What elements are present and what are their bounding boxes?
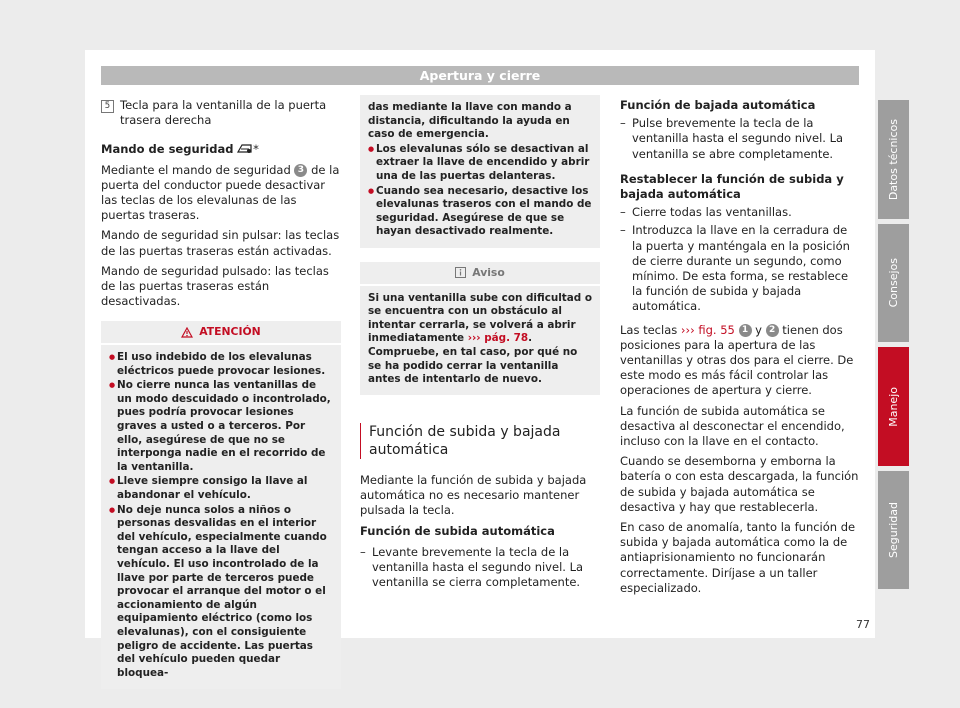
column-middle (360, 98, 600, 593)
warning-item: ● Cuando sea necesario, desactive los elevalunas traseros con el mando de seguridad. Asegúrese de que se hayan desactivado realmente. (368, 185, 592, 239)
warning-triangle-icon (181, 327, 193, 338)
legend-number: 5 (101, 100, 114, 113)
mando-title: Mando de seguridad (101, 142, 234, 157)
tab-datos-tecnicos[interactable] (878, 100, 909, 219)
mando-paragraph-1 (101, 163, 341, 224)
tab-consejos[interactable] (878, 224, 909, 342)
legend-text: Tecla para la ventanilla de la puerta trasera derecha (120, 98, 327, 128)
warning-item: ● Los elevalunas sólo se desactivan al extraer la llave de encendido y abrir una de las puertas delanteras. (368, 143, 592, 184)
ref-number-3: 3 (294, 164, 307, 177)
warning-box (101, 321, 341, 689)
mando-heading (101, 142, 341, 157)
warning-header (101, 321, 341, 345)
restablecer-step: – Introduzca la llave en la cerradura de la puerta y manténgala en la posición de cierre durante un segundo, como mínimo. De esta forma, se restablece la función de subida y bajada automática. (620, 223, 860, 314)
window-lock-icon (237, 143, 253, 154)
warning-item: ● No deje nunca solos a niños o personas desvalidas en el interior del vehículo, especialmente cuando tengan acceso a la llave del vehículo. El uso incontrolado de la llave por parte de terceros puede provocar el arranque del motor o el accionamiento de algún equipamiento eléctrico (como los elevalunas), con el consiguiente peligro de accidente. Las puertas del vehículo pueden quedar bloquea- (109, 504, 333, 681)
mando-paragraph-2: Mando de seguridad sin pulsar: las teclas de las puertas traseras están activadas. (101, 228, 340, 258)
warning-item: ● El uso indebido de los elevalunas eléctricos puede provocar lesiones. (109, 351, 333, 378)
note-text-b: . Compruebe, en tal caso, por qué no se ha podido cerrar la ventanilla antes de intentarlo de nuevo. (368, 332, 578, 386)
optional-equipment-star: * (253, 142, 259, 157)
note-text-a: Si una ventanilla sube con dificultad o se encuentra con un obstáculo al intentar cerrarla, se volverá a abrir inmediatamente (368, 291, 592, 345)
tab-label: Datos técnicos (887, 118, 900, 201)
paragraph-bateria: Cuando se desemborna y emborna la batería o con esta descargada, la función de subida y bajada automática se desactiva y hay que restablecerla. (620, 454, 859, 514)
teclas-text-a: Las teclas (620, 322, 678, 337)
teclas-text-b: tienen dos posiciones para la apertura de las ventanillas y otras dos para el cierre. De este modo es más fácil controlar las operaciones de apertura y cierre. (620, 322, 854, 398)
warning-body (101, 345, 341, 689)
tab-label: Consejos (887, 258, 900, 308)
note-header (360, 262, 600, 286)
section-title: Función de subida y bajada automática (360, 423, 600, 459)
warning-continued-text: das mediante la llave con mando a distancia, dificultando la ayuda en caso de emergencia. (368, 101, 572, 141)
tab-manejo[interactable] (878, 347, 909, 466)
note-body (360, 286, 600, 395)
figure-ref-link[interactable]: ››› fig. 55 (680, 322, 735, 337)
warning-title: ATENCIÓN (199, 325, 261, 339)
paragraph-desactiva: La función de subida automática se desactiva al desconectar el encendido, incluso con la llave en el contacto. (620, 403, 845, 449)
page-header: Apertura y cierre (101, 66, 859, 85)
teclas-and: y (755, 322, 762, 337)
section-intro: Mediante la función de subida y bajada automática no es necesario mantener pulsada la tecla. (360, 472, 587, 518)
restablecer-title: Restablecer la función de subida y bajada automática (620, 171, 844, 202)
warning-item: ● No cierre nunca las ventanillas de un modo descuidado o incontrolado, pues podría provocar lesiones graves a usted o a terceros. Por ello, asegúrese de que no se interponga nadie en el recorrido de la ventanilla. (109, 379, 333, 474)
note-title: Aviso (472, 265, 505, 279)
column-right (620, 98, 860, 601)
warning-item: ● Lleve siempre consigo la llave al abandonar el vehículo. (109, 475, 333, 502)
subida-title: Función de subida automática (360, 524, 555, 539)
page-number: 77 (856, 618, 870, 631)
subida-step: – Levante brevemente la tecla de la ventanilla hasta el segundo nivel. La ventanilla se cierra completamente. (360, 545, 600, 591)
teclas-paragraph (620, 323, 860, 399)
page-ref-link[interactable]: ››› pág. 78 (467, 332, 529, 345)
bajada-step: – Pulse brevemente la tecla de la ventanilla hasta el segundo nivel. La ventanilla se abre completamente. (620, 116, 860, 162)
p1-text-b: de la puerta del conductor puede desactivar las teclas de los elevalunas de las puertas traseras. (101, 162, 340, 223)
mando-paragraph-3: Mando de seguridad pulsado: las teclas de las puertas traseras están desactivadas. (101, 263, 329, 309)
ref-number-1: 1 (739, 324, 752, 337)
tab-label: Manejo (887, 386, 900, 427)
paragraph-anomalia: En caso de anomalía, tanto la función de subida y bajada automática como la de antiaprisionamiento no funcionarán correctamente. Diríjase a un taller especializado. (620, 520, 856, 595)
p1-text-a: Mediante el mando de seguridad (101, 162, 291, 177)
bajada-title: Función de bajada automática (620, 98, 816, 112)
note-info-icon (455, 267, 466, 278)
tab-label: Seguridad (887, 502, 900, 558)
tab-seguridad[interactable] (878, 471, 909, 589)
note-box (360, 262, 600, 395)
ref-number-2: 2 (766, 324, 779, 337)
warning-box-continued (360, 95, 600, 248)
restablecer-step: – Cierre todas las ventanillas. (620, 205, 860, 220)
column-left (101, 98, 341, 689)
legend-item-5 (101, 98, 341, 128)
